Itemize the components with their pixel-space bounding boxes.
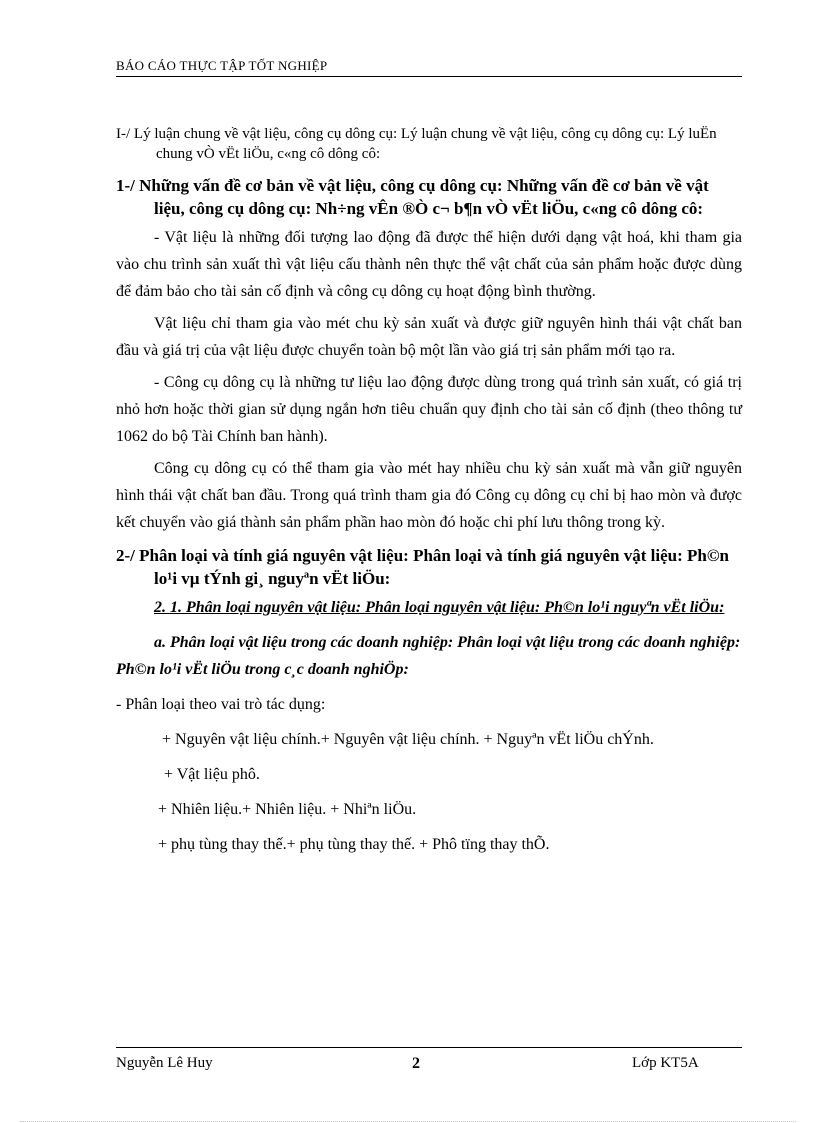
paragraph-2: Vật liệu chỉ tham gia vào mét chu kỳ sản xuất và được giữ nguyên hình thái vật chất ban đầu và giá trị của vật liệu được chuyển toàn bộ một lần vào giá trị sản phẩm mới tạo ra.	[116, 315, 742, 359]
section-heading-1: I-/ Lý luận chung về vật liệu, công cụ dông cụ: Lý luận chung về vật liệu, công cụ dông cụ: Lý luËn chung vÒ vËt liÖu, c«ng cô dông cô:	[116, 126, 717, 162]
document-body	[116, 124, 742, 866]
footer-page-number: 2	[412, 1055, 420, 1072]
section-heading-4	[116, 594, 742, 621]
page-edge-divider	[20, 1121, 796, 1122]
paragraph-3: - Công cụ dông cụ là những tư liệu lao động được dùng trong quá trình sản xuất, có giá trị nhỏ hơn hoặc thời gian sử dụng ngắn hơn tiêu chuẩn quy định cho tài sản cố định (theo thông tư 1062 do bộ Tài Chính ban hành).	[116, 374, 742, 445]
section-heading-2: 1-/ Những vấn đề cơ bản về vật liệu, công cụ dông cụ: Những vấn đề cơ bản về vật liệu, công cụ dông cụ: Nh÷ng vÊn ®Ò c¬ b¶n vÒ vËt liÖu, c«ng cô dông cô:	[116, 176, 709, 218]
list-item: + Nguyên vật liệu chính.+ Nguyên vật liệu chính. + Nguyªn vËt liÖu chÝnh.	[162, 731, 654, 748]
footer-rule	[116, 1047, 742, 1048]
footer-author: Nguyễn Lê Huy	[116, 1055, 213, 1071]
section-heading-3: 2-/ Phân loại và tính giá nguyên vật liệu: Phân loại và tính giá nguyên vật liệu: Ph©n lo¹i vµ tÝnh gi¸ nguyªn vËt liÖu:	[116, 546, 729, 588]
page-header-title: BÁO CÁO THỰC TẬP TỐT NGHIỆP	[116, 58, 328, 73]
section-heading-4-text: 2. 1. Phân loại nguyên vật liệu: Phân loại nguyên vật liệu: Ph©n lo¹i nguyªn vËt liÖu:	[154, 599, 725, 616]
section-heading-5: a. Phân loại vật liệu trong các doanh nghiệp: Phân loại vật liệu trong các doanh nghiệp: Ph©n lo¹i vËt liÖu trong c¸c doanh nghiÖp:	[116, 634, 741, 678]
paragraph-4: Công cụ dông cụ có thể tham gia vào mét hay nhiều chu kỳ sản xuất mà vẫn giữ nguyên hình thái vật chất ban đầu. Trong quá trình tham gia đó Công cụ dông cụ chỉ bị hao mòn và được kết chuyển vào giá thành sản phẩm phần hao mòn đó hoặc chi phí lưu thông trong kỳ.	[116, 460, 742, 531]
footer-class: Lớp KT5A	[632, 1055, 699, 1071]
list-item: + phụ tùng thay thế.+ phụ tùng thay thế. + Phô tïng thay thÕ.	[158, 836, 550, 853]
header-rule	[116, 76, 742, 77]
list-item: + Vật liệu phô.	[164, 766, 260, 783]
paragraph-1: - Vật liệu là những đối tượng lao động đã được thể hiện dưới dạng vật hoá, khi tham gia vào chu trình sản xuất thì vật liệu cấu thành nên thực thể vật chất của sản phẩm hoặc được dùng để đảm bảo cho tài sản cố định và công cụ dông cụ hoạt động bình thường.	[116, 229, 742, 300]
list-item: + Nhiên liệu.+ Nhiên liệu. + Nhiªn liÖu.	[158, 801, 417, 818]
list-item: - Phân loại theo vai trò tác dụng:	[116, 696, 326, 713]
